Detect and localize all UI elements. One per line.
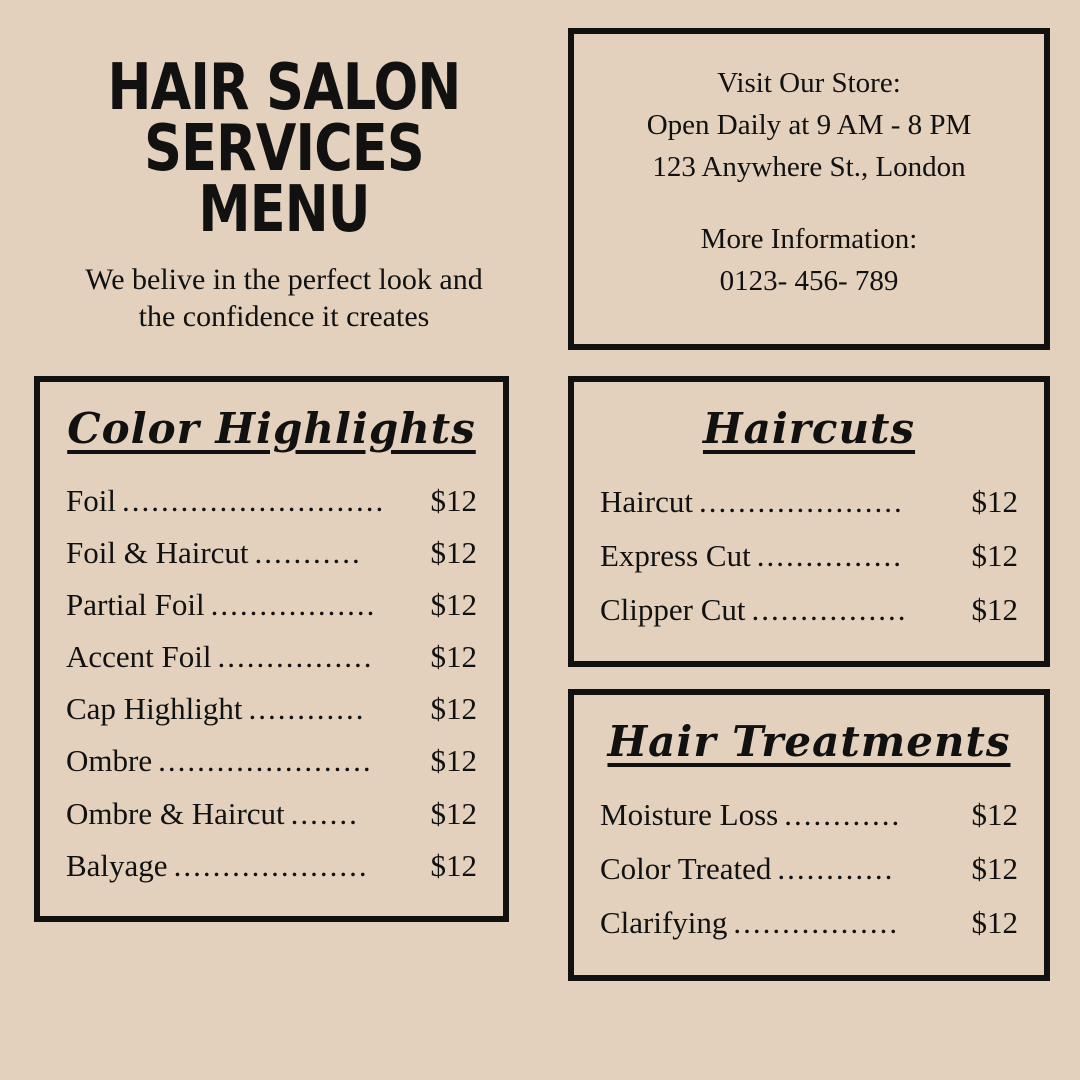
column-left — [34, 376, 509, 981]
list-item — [600, 529, 1018, 583]
section-color-highlights — [34, 376, 509, 922]
dot-leader: ............... — [756, 540, 903, 572]
service-name: Clarifying — [600, 905, 728, 941]
list-item — [66, 527, 477, 579]
list-item — [66, 475, 477, 527]
tagline-line-1: We belive in the perfect look and — [85, 263, 483, 297]
list-item — [600, 842, 1018, 896]
service-name: Moisture Loss — [600, 797, 779, 833]
service-price: $12 — [430, 847, 477, 883]
list-item — [600, 583, 1018, 637]
dot-leader: ............ — [784, 799, 902, 831]
service-price: $12 — [971, 905, 1018, 941]
dot-leader: ............ — [777, 853, 895, 885]
page-title — [79, 51, 489, 247]
section-title: Color Highlights — [67, 404, 476, 453]
more-info-label: More Information: — [700, 223, 918, 256]
list-item — [600, 896, 1018, 950]
list-item — [66, 579, 477, 631]
title-block — [34, 28, 534, 336]
section-hair-treatments — [568, 689, 1050, 980]
dot-leader: ..................... — [698, 486, 904, 517]
dot-leader: ....... — [290, 797, 359, 829]
service-name: Clipper Cut — [600, 592, 746, 628]
store-address: 123 Anywhere St., London — [652, 151, 966, 184]
section-haircuts — [568, 376, 1050, 667]
service-price: $12 — [430, 587, 477, 623]
store-hours: Open Daily at 9 AM - 8 PM — [646, 109, 972, 142]
service-name: Balyage — [66, 847, 168, 883]
service-name: Ombre — [66, 743, 153, 779]
service-price: $12 — [430, 743, 477, 779]
dot-leader: ................. — [733, 907, 900, 939]
service-name: Haircut — [600, 484, 693, 519]
service-name: Express Cut — [600, 538, 751, 574]
store-spacer — [594, 188, 1024, 218]
service-price: $12 — [430, 535, 477, 571]
service-price: $12 — [430, 483, 477, 518]
list-item — [66, 788, 477, 840]
store-info-box — [568, 28, 1050, 350]
store-phone: 0123- 456- 789 — [719, 265, 899, 298]
dot-leader: ........... — [254, 537, 362, 569]
list-item — [66, 735, 477, 787]
section-title: Haircuts — [702, 404, 916, 453]
dot-leader: ............ — [248, 693, 366, 725]
tagline — [34, 262, 534, 335]
service-name: Partial Foil — [66, 587, 205, 623]
service-name: Accent Foil — [66, 639, 212, 675]
tagline-line-2: the confidence it creates — [138, 299, 430, 333]
poster-header — [34, 28, 1050, 358]
dot-leader: ...................... — [158, 745, 373, 777]
service-price: $12 — [430, 639, 477, 675]
service-name: Cap Highlight — [66, 691, 243, 727]
section-title: Hair Treatments — [607, 717, 1011, 767]
service-price: $12 — [971, 592, 1018, 628]
dot-leader: ................. — [210, 589, 377, 621]
service-price: $12 — [971, 851, 1018, 887]
service-name: Ombre & Haircut — [66, 795, 285, 831]
store-visit-label: Visit Our Store: — [717, 67, 901, 99]
list-item — [66, 631, 477, 683]
service-name: Foil & Haircut — [66, 535, 249, 571]
list-item — [600, 475, 1018, 529]
services-columns — [34, 376, 1050, 981]
service-name: Color Treated — [600, 851, 772, 887]
service-price: $12 — [971, 538, 1018, 574]
dot-leader: ........................... — [121, 485, 386, 516]
page-title-line-2: SERVICES MENU — [144, 111, 424, 247]
page-title-line-1: HAIR SALON — [107, 51, 461, 125]
dot-leader: ................ — [217, 641, 374, 673]
service-price: $12 — [971, 484, 1018, 519]
list-item — [600, 788, 1018, 842]
service-name: Foil — [66, 483, 116, 518]
list-item — [66, 840, 477, 892]
service-price: $12 — [430, 691, 477, 727]
dot-leader: .................... — [173, 849, 369, 881]
service-price: $12 — [971, 797, 1018, 833]
column-right — [568, 376, 1050, 981]
service-price: $12 — [430, 795, 477, 831]
dot-leader: ................ — [751, 594, 908, 626]
list-item — [66, 683, 477, 735]
